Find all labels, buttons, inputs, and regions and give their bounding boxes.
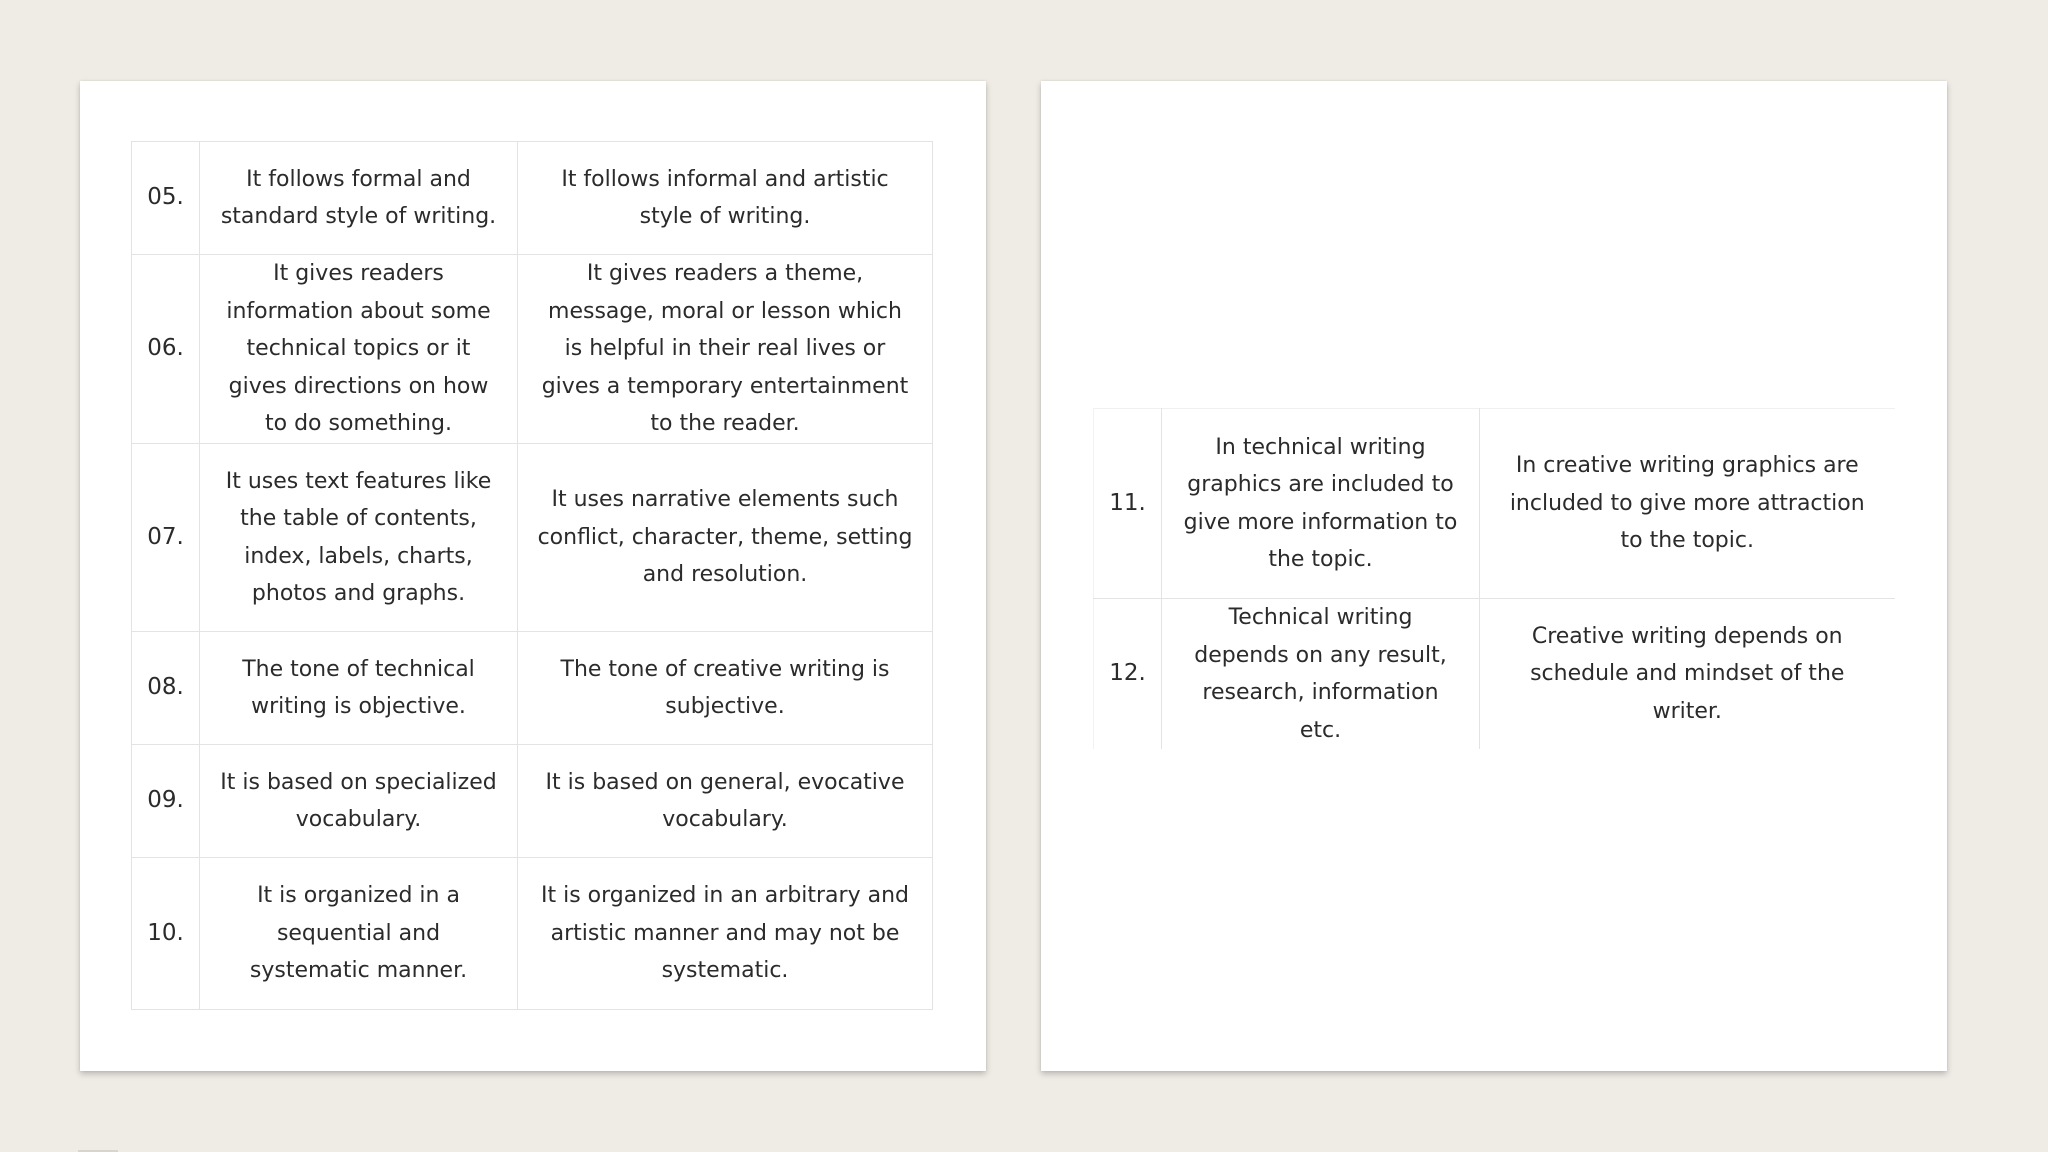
technical-writing-cell: In technical writing graphics are included to give more information to the topic. <box>1162 409 1480 599</box>
table-row <box>132 255 933 444</box>
row-number: 12. <box>1094 599 1162 750</box>
row-number: 09. <box>132 745 200 858</box>
creative-writing-cell: It is organized in an arbitrary and artistic manner and may not be systematic. <box>518 858 933 1010</box>
technical-writing-cell: The tone of technical writing is objective. <box>200 632 518 745</box>
row-number: 11. <box>1094 409 1162 599</box>
creative-writing-cell: It gives readers a theme, message, moral or lesson which is helpful in their real lives or gives a temporary entertainment to the reader. <box>518 255 933 444</box>
row-number: 06. <box>132 255 200 444</box>
row-number: 08. <box>132 632 200 745</box>
creative-writing-cell: It is based on general, evocative vocabulary. <box>518 745 933 858</box>
table-row <box>132 632 933 745</box>
technical-writing-cell: It gives readers information about some technical topics or it gives directions on how to do something. <box>200 255 518 444</box>
creative-writing-cell: Creative writing depends on schedule and mindset of the writer. <box>1480 599 1895 750</box>
creative-writing-cell: It uses narrative elements such conflict, character, theme, setting and resolution. <box>518 444 933 632</box>
document-page-right <box>1041 81 1947 1071</box>
row-number: 10. <box>132 858 200 1010</box>
technical-writing-cell: It is based on specialized vocabulary. <box>200 745 518 858</box>
technical-writing-cell: It is organized in a sequential and systematic manner. <box>200 858 518 1010</box>
table-row <box>132 142 933 255</box>
comparison-table <box>131 141 933 1010</box>
row-number: 07. <box>132 444 200 632</box>
table-row <box>132 858 933 1010</box>
table-row <box>132 745 933 858</box>
technical-writing-cell: It follows formal and standard style of writing. <box>200 142 518 255</box>
creative-writing-cell: In creative writing graphics are included to give more attraction to the topic. <box>1480 409 1895 599</box>
creative-writing-cell: It follows informal and artistic style of writing. <box>518 142 933 255</box>
row-number: 05. <box>132 142 200 255</box>
comparison-table <box>1093 408 1895 749</box>
table-row <box>1094 599 1895 750</box>
table-row <box>1094 409 1895 599</box>
creative-writing-cell: The tone of creative writing is subjective. <box>518 632 933 745</box>
table-row <box>132 444 933 632</box>
document-page-left <box>80 81 986 1071</box>
technical-writing-cell: It uses text features like the table of contents, index, labels, charts, photos and graphs. <box>200 444 518 632</box>
technical-writing-cell: Technical writing depends on any result, research, information etc. <box>1162 599 1480 750</box>
